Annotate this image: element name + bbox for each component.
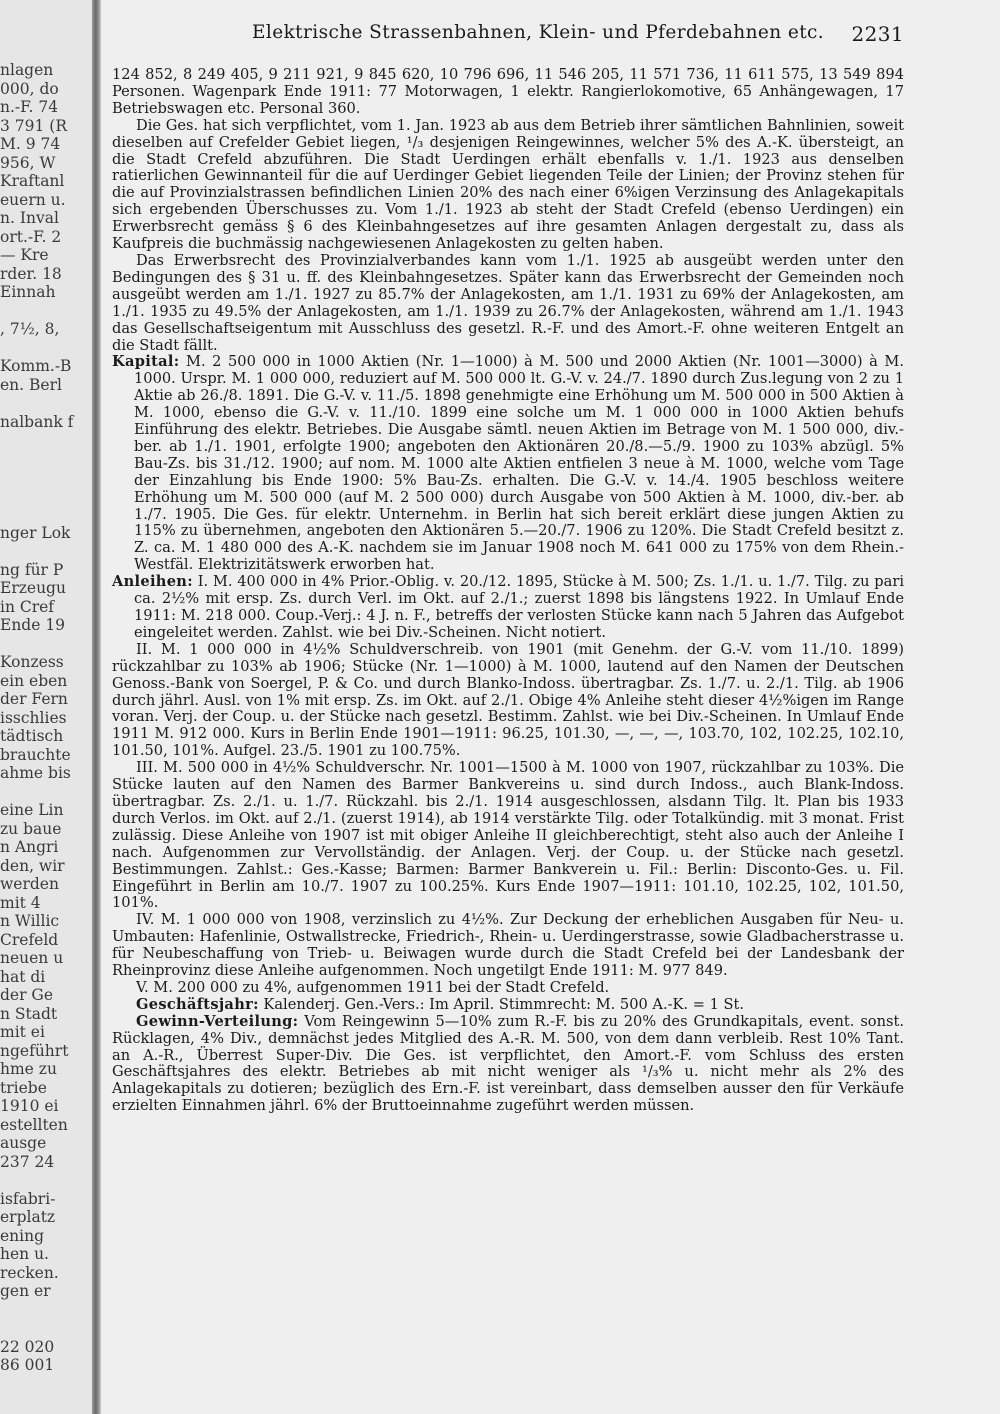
margin-fragment: isfabri-	[0, 1189, 56, 1208]
margin-fragment: neuen u	[0, 949, 64, 967]
margin-fragment: der Fern	[0, 690, 68, 708]
paragraph-text: V. M. 200 000 zu 4%, aufgenommen 1911 bei der Stadt Crefeld.	[136, 978, 610, 996]
paragraph-text: III. M. 500 000 in 4½% Schuldverschr. Nr. 1001—1500 à M. 1000 von 1907, rückzahlbar zu 103%. Die Stücke lauten auf den Namen des Barmer Bankvereins u. sind durch Indoss., auch Blank-Indoss. übertragbar. Zs. 2./1. u. 1./7. Rückzahl. bis 2./1. 1914 ausgeschlossen, alsdann Tilg. lt. Plan bis 1933 durch Verlos. im Okt. auf 2./1. (zuerst 1914), ab 1914 verstärkte Tilg. oder Totalkündig. mit 3 monat. Frist zulässig. Diese Anleihe von 1907 ist mit obiger Anleihe II gleichberechtigt, steht also auch der Anleihe I nach. Aufgenommen zur Vervollständig. der Anlagen. Verj. der Coup. u. der Stücke nach gesetzl. Bestimmungen. Zahlst.: Ges.-Kasse; Barmen: Barmer Bankverein u. Fil.: Berlin: Disconto-Ges. u. Fil. Eingeführt in Berlin am 10./7. 1907 zu 100.25%. Kurs Ende 1907—1911: 101.10, 102.25, 102, 101.50, 101%.	[112, 759, 904, 912]
margin-fragment: erplatz	[0, 1208, 56, 1226]
margin-fragment: ahme bis	[0, 764, 71, 782]
margin-fragment: 000, do	[0, 79, 59, 98]
paragraph-text: I. M. 400 000 in 4% Prior.-Oblig. v. 20./12. 1895, Stücke à M. 500; Zs. 1./1. u. 1./7. Tilg. zu pari ca. 2½% mit ersp. Zs. durch Verl. im Okt. auf 2./1.; zuerst 1898 bis längstens 1922. In Umlauf Ende 1911: M. 218 000. Coup.-Verj.: 4 J. n. F., betreffs der verlosten Stücke kann nach 5 Jahren das Aufgebot eingeleitet werden. Zahlst. wie bei Div.-Scheinen. Nicht notiert.	[134, 573, 904, 641]
margin-fragment: ng für P	[0, 560, 64, 579]
paragraph-text: Das Erwerbsrecht des Provinzialverbandes kann vom 1./1. 1925 ab ausgeübt werden unter den Bedingungen des § 31 u. ff. des Kleinbahngesetzes. Später kann das Erwerbsrecht der Gemeinden noch ausgeübt werden am 1./1. 1927 zu 85.7% der Anlagekosten, am 1./1. 1931 zu 69% der Anlagekosten, am 1./1. 1935 zu 49.5% der Anlagekosten, am 1./1. 1939 zu 26.7% der Anlagekosten, während am 1./1. 1943 das Gesellschaftseigentum mit Ausschluss des gesetzl. R.-F. und des Amort.-F. ohne weiteren Entgelt an die Stadt fällt.	[112, 251, 904, 354]
paragraph	[112, 1014, 904, 1115]
paragraph	[112, 760, 904, 912]
adjacent-page-fragment	[0, 0, 92, 1414]
margin-fragment: Kraftanl	[0, 172, 65, 190]
margin-fragment: n. Inval	[0, 209, 59, 227]
margin-fragment: Komm.-B	[0, 357, 72, 375]
margin-fragment: Erzeugu	[0, 579, 66, 597]
margin-fragment: nger Lok	[0, 523, 71, 542]
paragraph-text: Die Ges. hat sich verpflichtet, vom 1. Jan. 1923 ab aus dem Betrieb ihrer sämtlichen Bahnlinien, soweit dieselben auf Crefelder Gebiet liegen, ¹/₃ desjenigen Reingewinnes, welcher 5% des A.-K. übersteigt, an die Stadt Crefeld abzuführen. Die Stadt Uerdingen erhält ebenfalls v. 1./1. 1923 aus denselben ratierlichen Gewinnanteil für die auf Uerdinger Gebiet liegenden Teile der Linien; der Provinz stehen für die auf Provinzialstrassen befindlichen Linien 20% des nach einer 6%igen Verzinsung des Anlagekapitals sich ergebenden Überschusses zu. Vom 1./1. 1923 ab steht der Stadt Crefeld (ebenso Uerdingen) ein Erwerbsrecht gemäss § 6 des Kleinbahngesetzes auf ihre gesamten Anlagen dergestalt zu, dass als Kaufpreis die buchmässig nachgewiesenen Anlagekosten zu gelten haben.	[112, 116, 904, 253]
margin-fragment: M. 9 74	[0, 135, 61, 153]
margin-fragment: en. Berl	[0, 375, 62, 394]
margin-fragment: euern u.	[0, 190, 66, 209]
margin-fragment: isschlies	[0, 708, 67, 727]
margin-fragment: recken.	[0, 1263, 59, 1282]
margin-fragment: 956, W	[0, 153, 56, 172]
margin-fragment: hen u.	[0, 1245, 49, 1263]
margin-fragment: , 7½, 8,	[0, 320, 60, 338]
paragraph-text: Vom Reingewinn 5—10% zum R.-F. bis zu 20% des Grundkapitals, event. sonst. Rücklagen, 4% Div., demnächst jedes Mitglied des A.-R. M. 500, von dem dann verbleib. Rest 10% Tant. an A.-R., Überrest Super-Div. Die Ges. ist verpflichtet, den Amort.-F. vom Schluss des ersten Geschäftsjahres des elektr. Betriebes ab mit nicht weniger als ¹/₃% u. nicht mehr als 2% des Anlagekapitals zu dotieren; bezüglich des Ern.-F. ist vereinbart, dass demselben ausser den für Verkäufe erzielten Einnahmen jährl. 6% der Bruttoeinnahme zugeführt werden müssen.	[112, 1012, 904, 1115]
paragraph-text: Kalenderj. Gen.-Vers.: Im April. Stimmrecht: M. 500 A.-K. = 1 St.	[258, 995, 745, 1013]
paragraph-text: M. 2 500 000 in 1000 Aktien (Nr. 1—1000) à M. 500 und 2000 Aktien (Nr. 1001—3000) à M. 1000. Urspr. M. 1 000 000, reduziert auf M. 500 000 lt. G.-V. v. 24./7. 1890 durch Zus.legung von 2 zu 1 Aktie ab 26./8. 1891. Die G.-V. v. 11./5. 1898 genehmigte eine Erhöhung um M. 500 000 in 500 Aktien à M. 1000, ebenso die G.-V. v. 11./10. 1899 eine solche um M. 1 000 000 in 1000 Aktien behufs Einführung des elektr. Betriebes. Die Ausgabe sämtl. neuen Aktien im Betrage von M. 1 500 000, div.-ber. ab 1./1. 1901, erfolgte 1900; angeboten den Aktionären 20./8.—5./9. 1900 zu 103% abzügl. 5% Bau-Zs. bis 31./12. 1900; auf nom. M. 1000 alte Aktien entfielen 3 neue à M. 1000, welche vom Tage der Einzahlung bis Ende 1900: 5% Bau-Zs. erhalten. Die G.-V. v. 14./4. 1905 beschloss weitere Erhöhung um M. 500 000 (auf M. 2 500 000) durch Ausgabe von 500 Aktien à M. 1000, div.-ber. ab 1./7. 1905. Die Ges. für elektr. Unternehm. in Berlin hat sich bereit erklärt diese jungen Aktien zu 115% zu übernehmen, angeboten den Aktionären 5.—20./7. 1906 zu 120%. Die Stadt Crefeld besitzt z. Z. ca. M. 1 480 000 des A.-K. nachdem sie im Januar 1908 noch M. 641 000 zu 175% von dem Rhein.-Westfäl. Elektrizitätswerk erworben hat.	[134, 353, 904, 574]
margin-fragment: Einnah	[0, 283, 56, 301]
margin-fragment: 1910 ei	[0, 1097, 59, 1115]
margin-fragment: rder. 18	[0, 264, 62, 283]
paragraph	[112, 574, 904, 642]
margin-fragment: zu baue	[0, 819, 62, 838]
body-text	[112, 67, 904, 1115]
margin-fragment: ausge	[0, 1134, 47, 1152]
margin-fragment: eine Lin	[0, 801, 64, 819]
margin-fragment: nlagen	[0, 61, 54, 79]
margin-fragment: n Angri	[0, 838, 59, 856]
margin-fragment: ening	[0, 1226, 45, 1245]
margin-fragment: ein eben	[0, 671, 68, 690]
margin-fragment: hat di	[0, 967, 46, 986]
page-gutter	[92, 0, 101, 1414]
margin-fragment: gen er	[0, 1282, 51, 1300]
section-label: Anleihen:	[112, 573, 193, 591]
margin-fragment: Crefeld	[0, 930, 59, 949]
margin-fragment: Konzess	[0, 653, 64, 671]
paragraph	[112, 253, 904, 354]
margin-fragment: den, wir	[0, 856, 65, 875]
margin-fragment: 3 791 (R	[0, 116, 68, 135]
section-label: Geschäftsjahr:	[136, 995, 259, 1013]
margin-fragment: 86 001	[0, 1356, 55, 1374]
page-title: Elektrische Strassenbahnen, Klein- und Pferdebahnen etc.	[252, 22, 825, 43]
margin-fragment: tädtisch	[0, 727, 64, 745]
running-header	[112, 22, 902, 50]
margin-fragment: mit 4	[0, 893, 41, 912]
margin-fragment: werden	[0, 875, 59, 893]
paragraph	[112, 118, 904, 253]
section-label: Gewinn-Verteilung:	[136, 1012, 299, 1030]
margin-fragment: in Cref	[0, 597, 55, 616]
paragraph	[112, 67, 904, 118]
margin-fragment: 237 24	[0, 1152, 55, 1171]
margin-fragment: der Ge	[0, 986, 53, 1004]
margin-fragment: nalbank f	[0, 412, 74, 431]
paragraph-text: 124 852, 8 249 405, 9 211 921, 9 845 620, 10 796 696, 11 546 205, 11 571 736, 11 611 575, 13 549 894 Personen. Wagenpark Ende 1911: 77 Motorwagen, 1 elektr. Rangierlokomotive, 65 Anhängewagen, 17 Betriebswagen etc. Personal 360.	[112, 66, 904, 117]
margin-fragment: n.-F. 74	[0, 98, 59, 116]
paragraph	[112, 354, 904, 574]
section-label: Kapital:	[112, 353, 180, 371]
paragraph-text: IV. M. 1 000 000 von 1908, verzinslich zu 4½%. Zur Deckung der erheblichen Ausgaben für Neu- u. Umbauten: Hafenlinie, Ostwallstrecke, Friedrich-, Rhein- u. Uerdingerstrasse, sowie Gladbacherstrasse u. für Neubeschaffung von Trieb- u. Beiwagen wurde durch die Stadt Crefeld bei der Landesbank der Rheinprovinz diese Anleihe aufgenommen. Noch ungetilgt Ende 1911: M. 977 849.	[112, 911, 904, 980]
paragraph	[112, 642, 904, 760]
margin-fragment: ort.-F. 2	[0, 227, 62, 246]
margin-fragment: mit ei	[0, 1023, 45, 1041]
margin-fragment: n Stadt	[0, 1004, 58, 1023]
margin-fragment: 22 020	[0, 1337, 55, 1356]
margin-fragment: Ende 19	[0, 616, 66, 634]
paragraph	[112, 980, 904, 997]
margin-fragment: brauchte	[0, 745, 71, 764]
paragraph	[112, 997, 904, 1014]
margin-fragment: n Willic	[0, 912, 60, 930]
paragraph-text: II. M. 1 000 000 in 4½% Schuldverschreib. von 1901 (mit Genehm. der G.-V. vom 11./10. 1899) rückzahlbar zu 103% ab 1906; Stücke (Nr. 1—1000) à M. 1000, lautend auf den Namen der Deutschen Genoss.-Bank von Soergel, P. & Co. und durch Blanko-Indoss. übertragbar. Zs. 1./7. u. 2./1. Tilg. ab 1906 durch jährl. Ausl. von 1% mit ersp. Zs. im Okt. auf 2./1. Obige 4% Anleihe steht dieser 4½%igen im Range voran. Verj. der Coup. u. der Stücke nach gesetzl. Bestimm. Zahlst. wie bei Div.-Scheinen. In Umlauf Ende 1911 M. 912 000. Kurs in Berlin Ende 1901—1911: 96.25, 101.30, —, —, —, 103.70, 102, 102.25, 102.10, 101.50, 101%. Aufgel. 23./5. 1901 zu 100.75%.	[112, 640, 904, 760]
margin-fragment: ngeführt	[0, 1041, 69, 1060]
margin-fragment: hme zu	[0, 1060, 57, 1078]
margin-fragment: estellten	[0, 1115, 68, 1134]
paragraph	[112, 912, 904, 980]
margin-fragment: triebe	[0, 1078, 47, 1097]
margin-fragment: — Kre	[0, 246, 49, 264]
page-number: 2231	[851, 22, 904, 46]
